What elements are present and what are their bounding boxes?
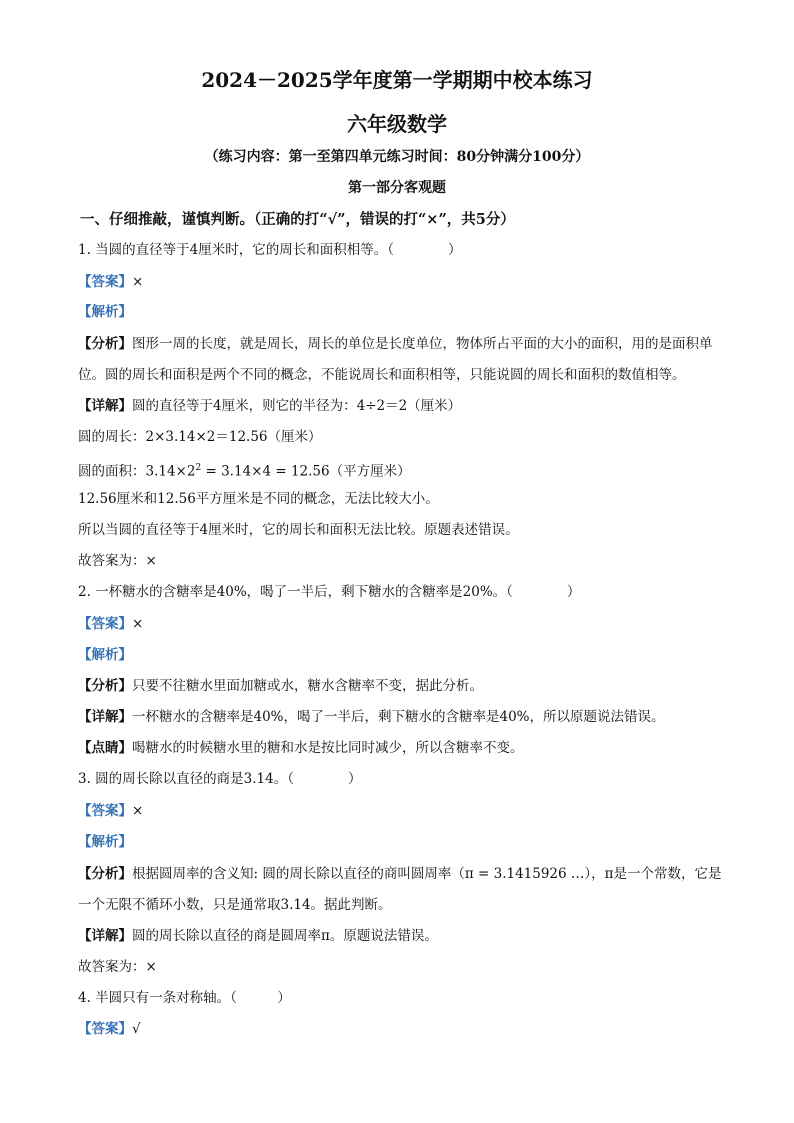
exam-info: （练习内容：第一至第四单元练习时间：80分钟满分100分）	[204, 149, 590, 165]
part-heading: 第一部分客观题	[348, 180, 446, 196]
analysis-text: 只要不往糖水里面加糖或水，糖水含糖率不变，据此分析。	[132, 678, 483, 694]
q1-conclusion: 所以当圆的直径等于4厘米时，它的周长和面积无法比较。原题表述错误。	[78, 522, 519, 538]
q1-analysis	[78, 329, 724, 391]
q2-note	[78, 738, 728, 758]
analysis-text: 根据圆周率的含义知: 圆的周长除以直径的商叫圆周率（π = 3.1415926 …），π是一个常数，它是一个无限不循环小数，只是通常取3.14。据此判断。	[78, 866, 722, 913]
analysis-tag: 【分析】	[78, 866, 132, 882]
analysis-tag: 【分析】	[78, 678, 132, 694]
q3-detail	[78, 926, 728, 946]
document-title: 2024－2025学年度第一学期期中校本练习	[201, 68, 593, 92]
q1-compare: 12.56厘米和12.56平方厘米是不同的概念，无法比较大小。	[78, 491, 439, 507]
answer-tag: 【答案】	[78, 274, 132, 290]
question-3: 3. 圆的周长除以直径的商是3.14。（ ）	[78, 771, 362, 787]
detail-text: 圆的直径等于4厘米，则它的半径为：4÷2＝2（厘米）	[132, 398, 462, 414]
detail-tag: 【详解】	[78, 398, 132, 414]
q1-jiexi-tag: 【解析】	[78, 304, 132, 320]
detail-tag: 【详解】	[78, 709, 132, 725]
analysis-text: 图形一周的长度，就是周长，周长的单位是长度单位，物体所占平面的大小的面积，用的是面积单位。圆的周长和面积是两个不同的概念，不能说周长和面积相等，只能说圆的周长和面积的数值相等。	[78, 336, 713, 383]
q1-final-answer: 故答案为：×	[78, 553, 157, 569]
q1-answer	[78, 272, 728, 292]
detail-tag: 【详解】	[78, 928, 132, 944]
question-1: 1. 当圆的直径等于4厘米时，它的周长和面积相等。（ ）	[78, 242, 462, 258]
q3-analysis	[78, 859, 724, 921]
answer-value: ×	[132, 803, 144, 819]
q2-analysis	[78, 676, 728, 696]
q2-detail	[78, 707, 728, 727]
detail-text: 圆的周长除以直径的商是圆周率π。原题说法错误。	[132, 928, 438, 944]
answer-tag: 【答案】	[78, 1021, 132, 1037]
answer-tag: 【答案】	[78, 616, 132, 632]
q1-detail	[78, 396, 728, 416]
q3-jiexi-tag: 【解析】	[78, 834, 132, 850]
q1-area	[78, 458, 728, 482]
answer-tag: 【答案】	[78, 803, 132, 819]
q3-answer	[78, 801, 728, 821]
q3-final-answer: 故答案为：×	[78, 959, 157, 975]
detail-text: 一杯糖水的含糖率是40%，喝了一半后，剩下糖水的含糖率是40%，所以原题说法错误。	[132, 709, 665, 725]
area-exponent: 2	[195, 463, 202, 473]
q1-circumference: 圆的周长：2×3.14×2＝12.56（厘米）	[78, 429, 322, 445]
answer-value: ×	[132, 616, 144, 632]
area-formula-prefix: 圆的面积：3.14×2	[78, 463, 196, 480]
question-4: 4. 半圆只有一条对称轴。（ ）	[78, 990, 291, 1006]
q4-answer	[78, 1019, 728, 1039]
question-2: 2. 一杯糖水的含糖率是40%，喝了一半后，剩下糖水的含糖率是20%。（ ）	[78, 584, 581, 600]
analysis-tag: 【分析】	[78, 336, 132, 352]
note-tag: 【点睛】	[78, 740, 132, 756]
area-formula-rest: = 3.14×4 = 12.56（平方厘米）	[201, 463, 411, 480]
note-text: 喝糖水的时候糖水里的糖和水是按比同时减少，所以含糖率不变。	[132, 740, 524, 756]
document-subtitle: 六年级数学	[347, 112, 447, 136]
answer-value: √	[132, 1021, 141, 1037]
section-heading: 一、仔细推敲，谨慎判断。（正确的打“√”，错误的打“×”，共5分）	[80, 211, 515, 228]
answer-value: ×	[132, 274, 144, 290]
q2-answer	[78, 614, 728, 634]
q2-jiexi-tag: 【解析】	[78, 647, 132, 663]
